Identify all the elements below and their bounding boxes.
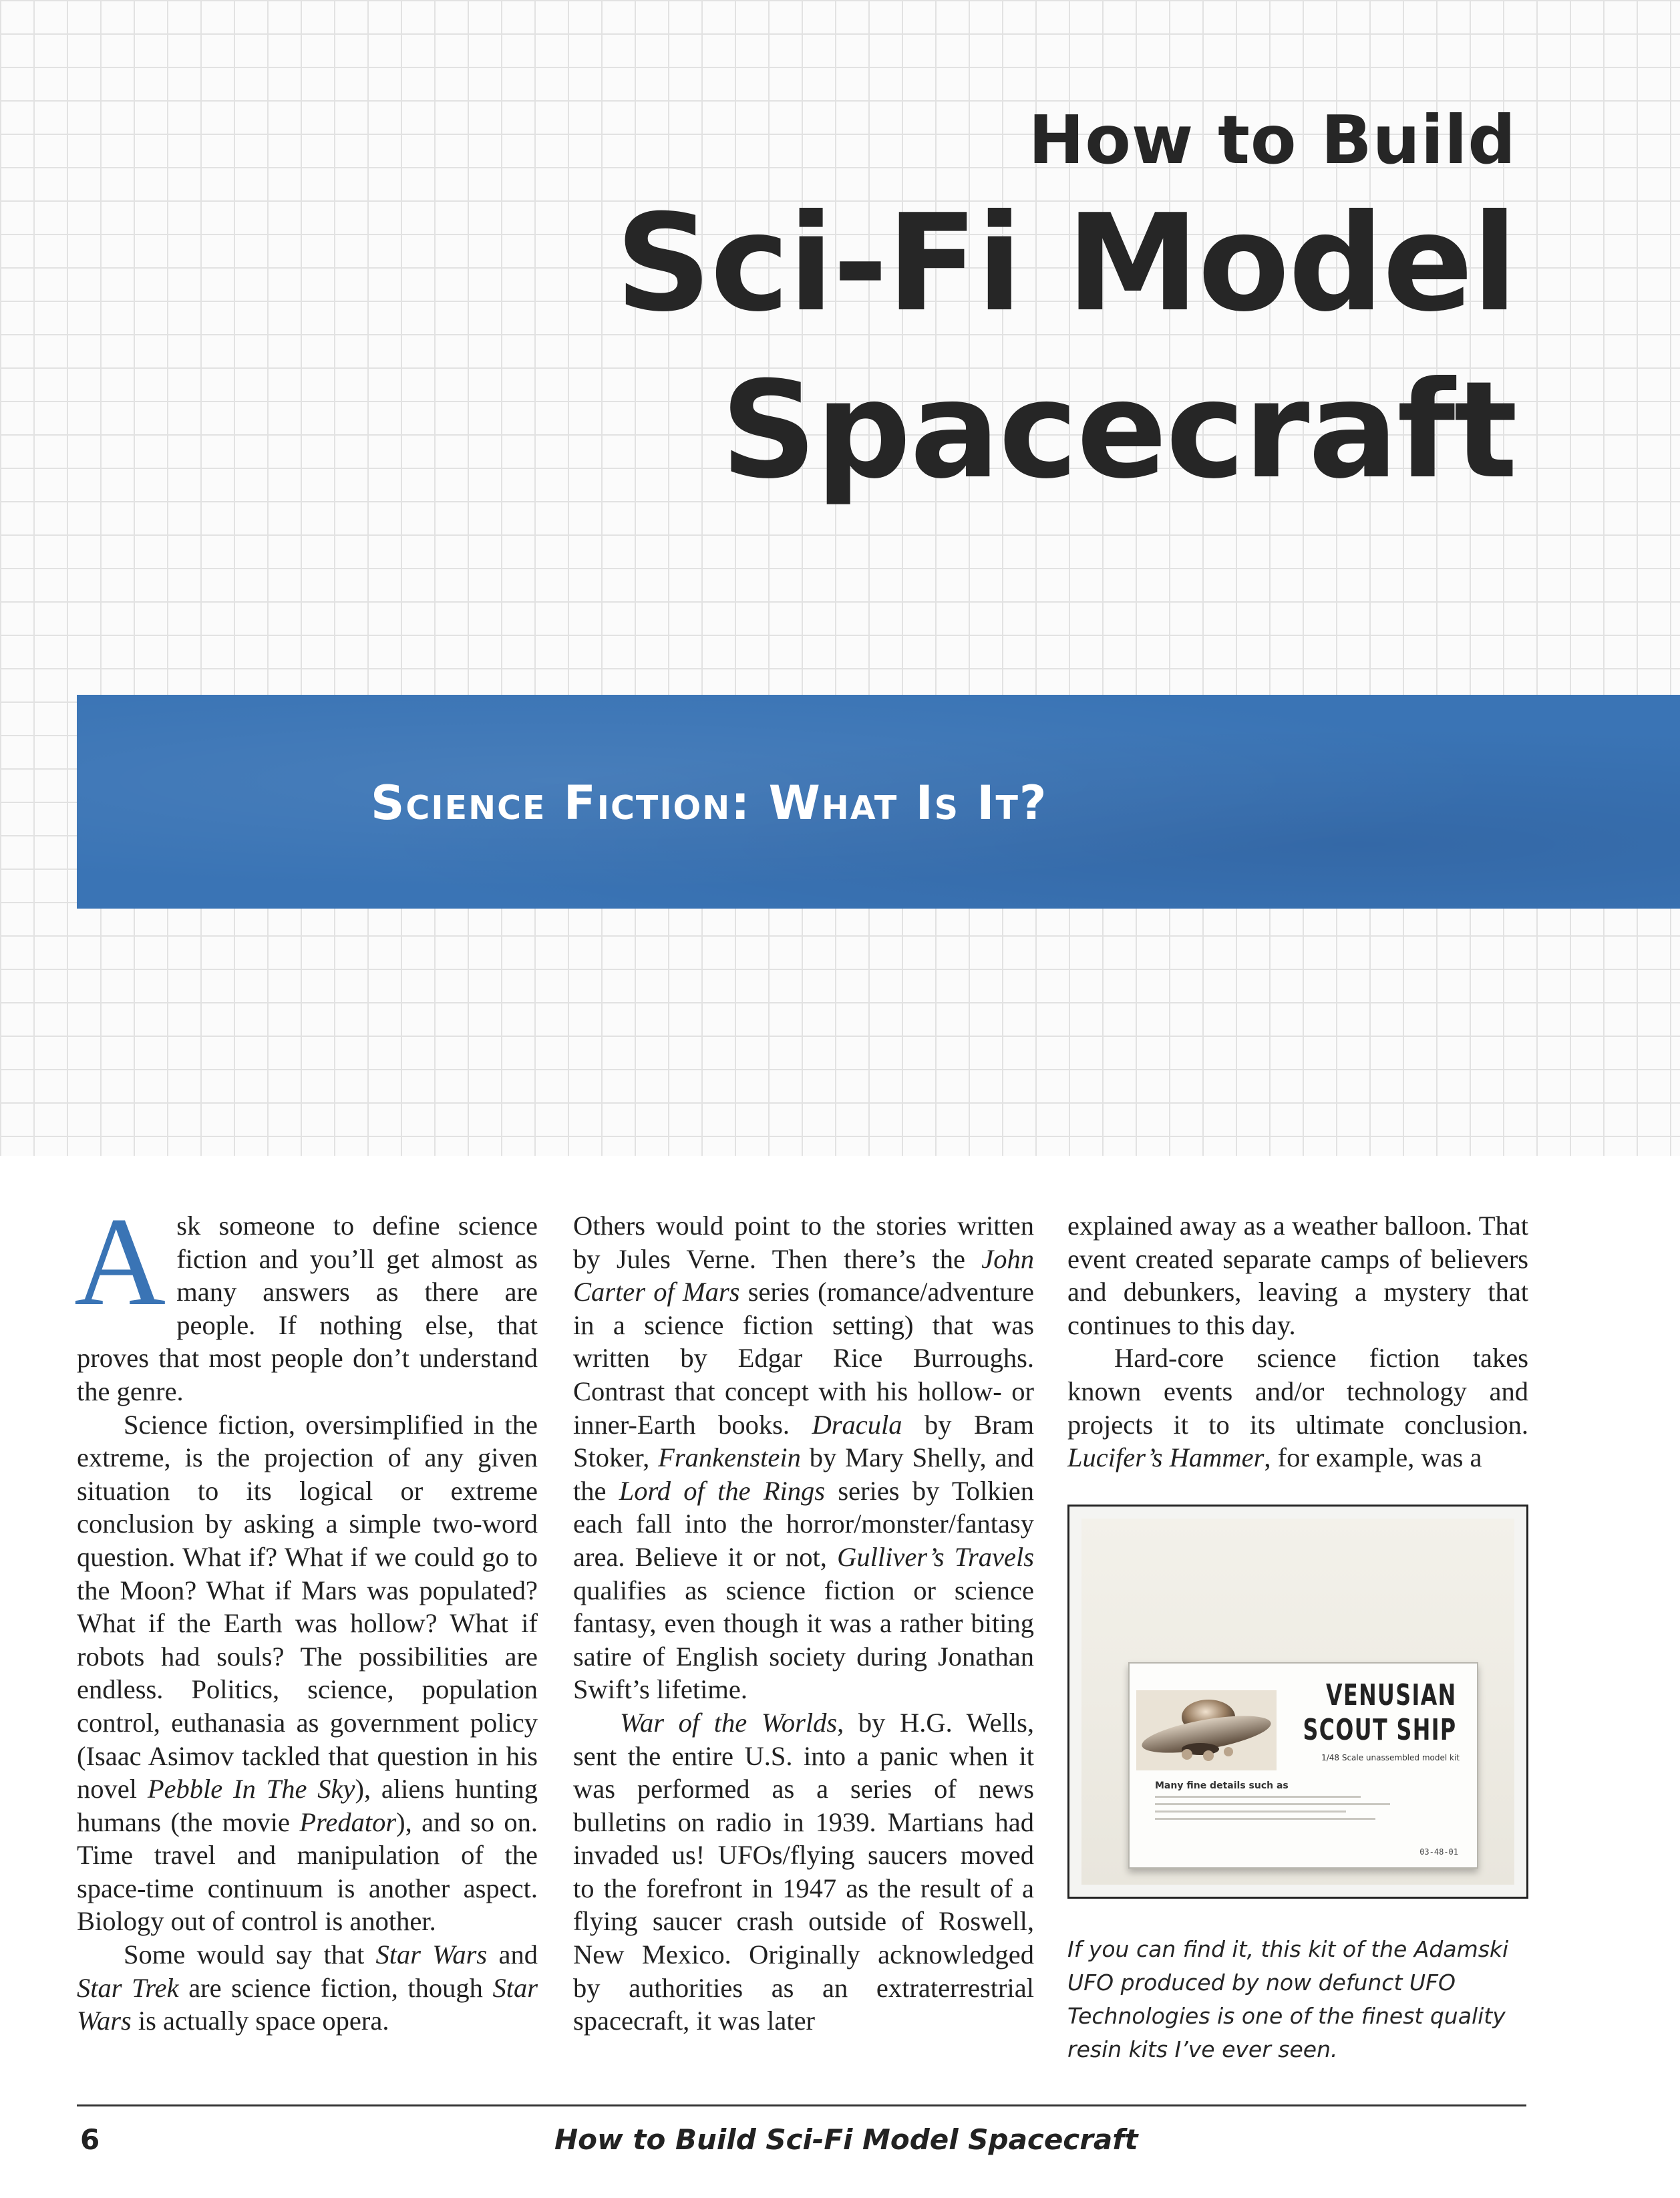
kit-details-heading: Many fine details such as [1155, 1780, 1289, 1791]
page-title [615, 100, 1516, 514]
paragraph [1067, 1209, 1528, 1342]
paragraph-text: ), and so on. Time travel and manipulation of the space-time continuum is another aspect. Biology out of control is another. [77, 1807, 538, 1937]
italic-title: Frankenstein [658, 1442, 801, 1473]
paragraph-text: series (romance/adventure in a science fiction setting) that was written by Edgar Rice Burroughs. Contrast that concept with his hollow- or inner-Earth books. [573, 1277, 1034, 1440]
italic-title: Star Trek [77, 1972, 179, 2003]
paragraph-text: qualifies as science fiction or science fantasy, even though it was a rather biting satire of English society during Jonathan Swift’s lifetime. [573, 1575, 1034, 1705]
italic-title: John Carter of Mars [573, 1243, 1034, 1307]
paragraph-text: sk someone to define science fiction and you’ll get almost as many answers as there are people. If nothing else, that proves that most people don’t understand the genre. [77, 1211, 538, 1406]
paragraph [77, 1938, 538, 2038]
kit-title-line-1: VENUSIAN [1326, 1678, 1457, 1712]
model-kit-box [1128, 1662, 1478, 1869]
italic-title: Dracula [812, 1409, 902, 1440]
paragraph [77, 1408, 538, 1939]
italic-title: Lord of the Rings [619, 1475, 826, 1506]
italic-title: Pebble In The Sky [147, 1774, 355, 1804]
page-number: 6 [80, 2123, 100, 2156]
italic-title: Star Wars [375, 1939, 488, 1970]
running-title: How to Build Sci-Fi Model Spacecraft [554, 2123, 1138, 2156]
italic-title: Predator [299, 1807, 397, 1837]
kit-code: 03-48-01 [1419, 1847, 1458, 1857]
paragraph-text: , for example, was a [1264, 1442, 1482, 1473]
text-column-3 [1067, 1209, 1528, 1474]
section-heading: Science Fiction: What Is It? [371, 776, 1048, 830]
paragraph-text: ), aliens hunting humans (the movie [77, 1774, 538, 1837]
paragraph-text: Science fiction, oversimplified in the extreme, is the projection of any given situation to its logical or extreme conclusion by asking a simple two-word question. What if? What if we could go to the Moon? What if Mars was populated? What if the Earth was hollow? What if robots had souls? The possibilities are endless. Politics, science, population control, euthanasia as government policy (Isaac Asimov tackled that question in his novel [77, 1409, 538, 1804]
ufo-illustration [1136, 1690, 1277, 1770]
paragraph-text: Some would say that [124, 1939, 376, 1970]
paragraph [74, 1192, 538, 1408]
paragraph-text: by Bram Stoker, [573, 1409, 1034, 1473]
kit-title-line-2: SCOUT SHIP [1303, 1713, 1457, 1747]
title-line-2: Sci-Fi Model [615, 186, 1516, 341]
kit-photo [1067, 1505, 1528, 1899]
paragraph [573, 1209, 1034, 1706]
text-column-1 [74, 1192, 538, 2038]
title-line-1: How to Build [1028, 101, 1516, 179]
photo-background [1081, 1519, 1514, 1885]
italic-title: Lucifer’s Hammer [1067, 1442, 1265, 1473]
photo-caption: If you can find it, this kit of the Adamski UFO produced by now defunct UFO Technologies is one of the finest quality resin kits I’ve ever seen. [1067, 1936, 1509, 2062]
paragraph [1067, 1342, 1528, 1474]
paragraph-text: is actually space opera. [131, 2006, 389, 2036]
paragraph-text: , by H.G. Wells, sent the entire U.S. into a panic when it was performed as a series of news bulletins on radio in 1939. Martians had invaded us! UFOs/flying saucers moved to the forefront in 1947 as the result of a flying saucer crash outside of Roswell, New Mexico. Originally acknowledged by authorities as an extraterrestrial spacecraft, it was later [573, 1707, 1034, 2036]
paragraph [573, 1706, 1034, 2038]
section-banner [77, 695, 1680, 909]
title-line-3: Spacecraft [720, 353, 1516, 508]
paragraph-text: by Mary Shelly, and the [573, 1442, 1035, 1506]
paragraph-text: and [487, 1939, 538, 1970]
italic-title: Star Wars [77, 1972, 538, 2036]
italic-title: War of the Worlds [620, 1707, 838, 1738]
footer-rule [77, 2104, 1526, 2106]
paragraph-text: Others would point to the stories written by Jules Verne. Then there’s the [573, 1211, 1034, 1274]
drop-cap: A [74, 1192, 166, 1332]
paragraph-text: series by Tolkien each fall into the horror/monster/fantasy area. Believe it or not, [573, 1475, 1035, 1572]
paragraph-text: Hard-core science fiction takes known events and/or technology and projects it to its ultimate conclusion. [1067, 1343, 1528, 1440]
kit-subtitle: 1/48 Scale unassembled model kit [1321, 1753, 1460, 1762]
paragraph-text: are science fiction, though [178, 1972, 493, 2003]
text-column-2 [573, 1209, 1034, 2038]
italic-title: Gulliver’s Travels [837, 1541, 1035, 1572]
paragraph-text: explained away as a weather balloon. That event created separate camps of believers and debunkers, leaving a mystery that continues to this day. [1067, 1211, 1528, 1340]
kit-fine-print [1155, 1796, 1449, 1825]
